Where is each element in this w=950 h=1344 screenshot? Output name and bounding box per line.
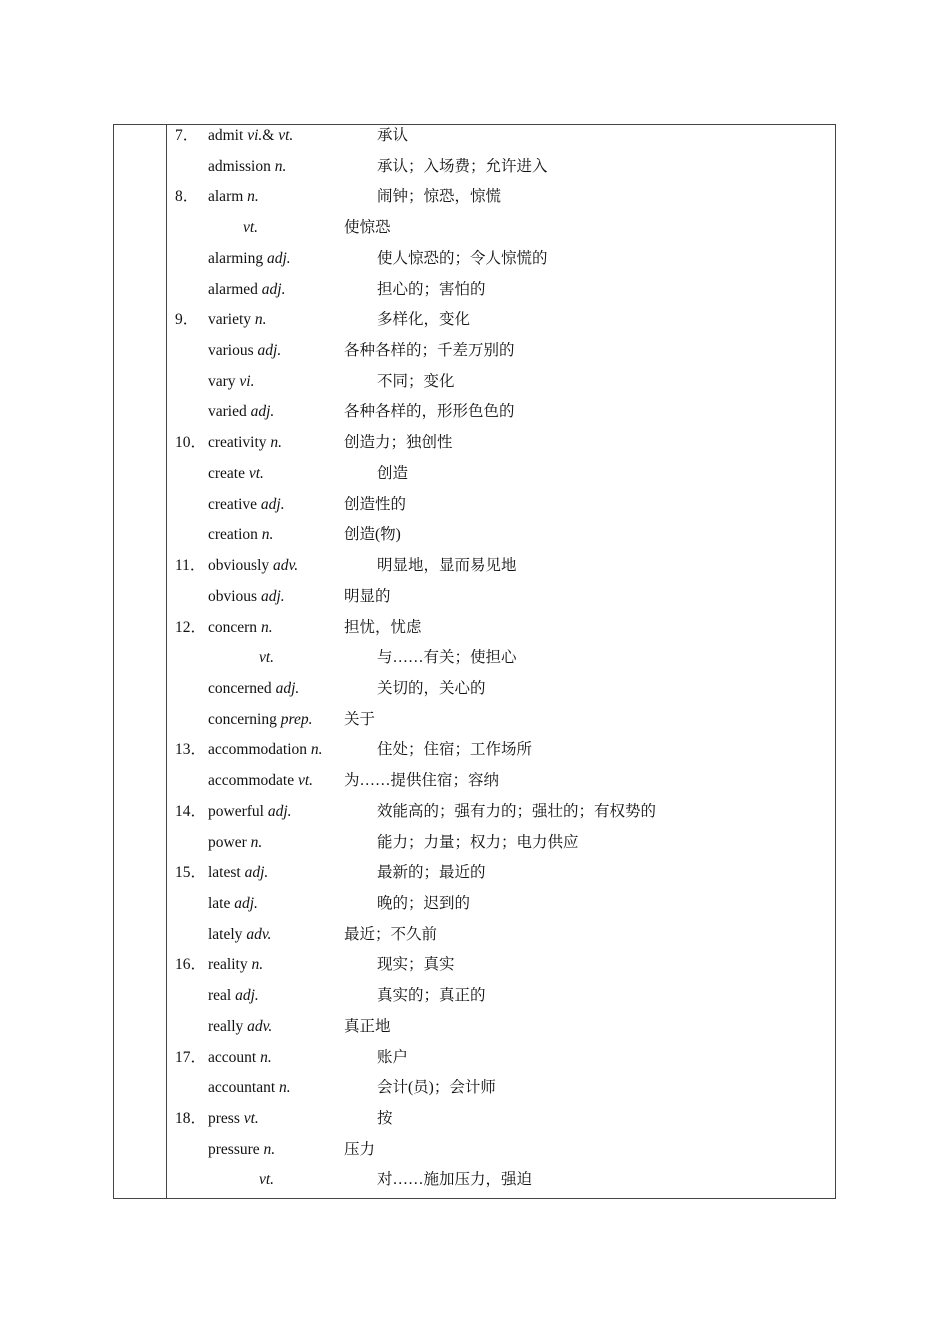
- entry-word: [208, 801, 292, 823]
- word-text: power: [208, 833, 251, 851]
- entry-word: [208, 586, 285, 608]
- word-text: accountant: [208, 1079, 280, 1097]
- word-text: variety: [208, 311, 255, 329]
- entry-number: 13．: [175, 741, 207, 759]
- entry-word: [208, 924, 271, 946]
- part-of-speech: n.: [263, 1140, 276, 1158]
- word-text: creative: [208, 495, 261, 513]
- entry-meaning: 按: [377, 1110, 393, 1128]
- list-item: [114, 1047, 835, 1078]
- list-item: [114, 709, 835, 740]
- part-of-speech-secondary: vt.: [278, 127, 294, 144]
- part-of-speech: prep.: [280, 710, 313, 728]
- entry-word: [208, 1016, 272, 1038]
- word-text: creation: [208, 526, 262, 544]
- list-item: [114, 524, 835, 555]
- entry-number: 9．: [175, 311, 199, 329]
- word-text: vary: [208, 372, 240, 390]
- word-text: really: [208, 1017, 248, 1035]
- list-item: [114, 371, 835, 402]
- word-text: create: [208, 464, 249, 482]
- word-text: lately: [208, 925, 247, 943]
- word-text: press: [208, 1110, 244, 1128]
- entry-meaning: 账户: [377, 1048, 409, 1066]
- word-text: late: [208, 895, 235, 912]
- word-text: accommodate: [208, 772, 298, 790]
- list-item: [114, 1139, 835, 1170]
- word-text: obvious: [208, 587, 261, 605]
- part-of-speech: adv.: [247, 1017, 273, 1035]
- list-item: [114, 647, 835, 678]
- word-text: alarm: [208, 188, 248, 206]
- list-item: [114, 1077, 835, 1108]
- list-item: [114, 801, 835, 832]
- entry-word: [208, 156, 286, 178]
- list-item: [114, 924, 835, 955]
- entry-meaning: 最新的；最近的: [377, 864, 486, 882]
- vocab-list: [114, 125, 835, 1198]
- entry-number: 18．: [175, 1110, 207, 1128]
- word-text: concern: [208, 618, 261, 636]
- word-text: obviously: [208, 557, 274, 575]
- entry-word: [208, 1047, 272, 1069]
- entry-word: [259, 1169, 274, 1191]
- part-of-speech: n.: [279, 1079, 291, 1097]
- entry-word: [259, 647, 274, 669]
- list-item: [114, 617, 835, 648]
- entry-meaning: 晚的；迟到的: [377, 895, 471, 912]
- list-item: [114, 217, 835, 248]
- word-text: creativity: [208, 434, 271, 452]
- list-item: [114, 678, 835, 709]
- entry-meaning: 使惊恐: [344, 219, 391, 237]
- list-item: [114, 432, 835, 463]
- entry-number: 14．: [175, 802, 207, 820]
- list-item: [114, 1169, 835, 1200]
- part-of-speech: vt.: [259, 1171, 275, 1189]
- entry-word: [208, 340, 281, 362]
- entry-number: 16．: [175, 956, 207, 974]
- entry-meaning: 为……提供住宿；容纳: [344, 772, 500, 790]
- entry-meaning: 各种各样的；千差万别的: [344, 342, 515, 360]
- entry-meaning: 现实；真实: [377, 956, 455, 974]
- entry-word: [208, 494, 285, 516]
- list-item: [114, 770, 835, 801]
- part-of-speech: n.: [250, 833, 263, 851]
- part-of-speech: vt.: [259, 649, 275, 667]
- list-item: [114, 248, 835, 279]
- part-of-speech: n.: [310, 741, 323, 759]
- part-of-speech: vt.: [297, 772, 314, 790]
- list-item: [114, 985, 835, 1016]
- entry-number: 7．: [175, 127, 199, 144]
- list-item: [114, 156, 835, 187]
- entry-meaning: 担心的；害怕的: [377, 280, 486, 298]
- word-text: varied: [208, 403, 251, 421]
- part-of-speech: adv.: [246, 925, 272, 943]
- entry-meaning: 效能高的；强有力的；强壮的；有权势的: [377, 802, 657, 820]
- word-text: various: [208, 342, 258, 360]
- entry-word: [208, 832, 262, 854]
- part-of-speech: adj.: [257, 342, 282, 360]
- entry-meaning: 明显地，显而易见地: [377, 557, 517, 575]
- part-of-speech: adj.: [235, 987, 259, 1005]
- part-of-speech: n.: [247, 188, 259, 206]
- entry-number: 11．: [175, 557, 206, 575]
- word-text: latest: [208, 864, 245, 882]
- list-item: [114, 463, 835, 494]
- entry-meaning: 会计(员)；会计师: [377, 1079, 496, 1097]
- part-of-speech: adj.: [244, 864, 269, 882]
- word-text: admit: [208, 127, 248, 144]
- entry-meaning: 明显的: [344, 587, 391, 605]
- entry-meaning: 使人惊恐的；令人惊慌的: [377, 249, 548, 267]
- part-of-speech: adj.: [267, 802, 292, 820]
- list-item: [114, 340, 835, 371]
- entry-meaning: 能力；力量；权力；电力供应: [377, 833, 579, 851]
- list-item: [114, 1016, 835, 1047]
- entry-word: [208, 739, 323, 761]
- list-item: [114, 862, 835, 893]
- entry-word: [208, 770, 313, 792]
- entry-meaning: 住处；住宿；工作场所: [377, 741, 533, 759]
- entry-word: [208, 463, 264, 485]
- entry-word: [208, 279, 285, 301]
- list-item: [114, 186, 835, 217]
- entry-meaning: 真正地: [344, 1017, 391, 1035]
- entry-meaning: 压力: [344, 1140, 376, 1158]
- word-text: concerned: [208, 679, 276, 697]
- vocabulary-table: [113, 124, 836, 1199]
- entry-word: [208, 954, 263, 976]
- list-item: [114, 893, 835, 924]
- list-item: [114, 555, 835, 586]
- part-of-speech: n.: [270, 434, 283, 452]
- part-of-speech: vt.: [243, 1110, 259, 1128]
- entry-word: [208, 125, 293, 147]
- part-of-speech: adj.: [234, 895, 258, 912]
- entry-meaning: 创造: [377, 464, 409, 482]
- part-of-speech: adj.: [261, 280, 286, 298]
- entry-word: [208, 309, 267, 331]
- entry-word: [208, 555, 298, 577]
- entry-word: [208, 248, 291, 270]
- word-text: alarmed: [208, 280, 262, 298]
- part-of-speech: adj.: [260, 495, 285, 513]
- list-item: [114, 309, 835, 340]
- list-item: [114, 954, 835, 985]
- entry-number: 12．: [175, 618, 207, 636]
- part-of-speech: vi.: [239, 372, 255, 390]
- part-of-speech: vi.: [247, 127, 263, 144]
- word-text: real: [208, 987, 236, 1005]
- list-item: [114, 586, 835, 617]
- part-of-speech: n.: [274, 157, 287, 175]
- word-text: alarming: [208, 249, 267, 267]
- part-of-speech: adj.: [266, 249, 291, 267]
- part-of-speech: adj.: [275, 679, 300, 697]
- entry-meaning: 对……施加压力，强迫: [377, 1171, 533, 1189]
- list-item: [114, 832, 835, 863]
- part-of-speech: adv.: [273, 557, 299, 575]
- entry-meaning: 不同；变化: [377, 372, 455, 390]
- part-of-speech: n.: [260, 1048, 272, 1066]
- part-of-speech: adj.: [260, 587, 285, 605]
- entry-number: 15．: [175, 864, 207, 882]
- entry-word: [208, 401, 274, 423]
- entry-word: [208, 524, 273, 546]
- entry-meaning: 承认；入场费；允许进入: [377, 157, 548, 175]
- entry-meaning: 真实的；真正的: [377, 987, 486, 1005]
- part-of-speech: n.: [254, 311, 267, 329]
- list-item: [114, 401, 835, 432]
- word-text: concerning: [208, 710, 281, 728]
- entry-meaning: 创造(物): [344, 526, 401, 544]
- entry-meaning: 承认: [377, 127, 409, 144]
- entry-number: 17．: [175, 1048, 207, 1066]
- entry-meaning: 担忧，忧虑: [344, 618, 422, 636]
- list-item: [114, 739, 835, 770]
- entry-word: [208, 617, 273, 639]
- part-of-speech: n.: [251, 956, 264, 974]
- pos-joiner: &: [262, 127, 279, 144]
- entry-word: [208, 1139, 275, 1161]
- entry-word: [208, 186, 259, 208]
- list-item: [114, 279, 835, 310]
- entry-meaning: 创造性的: [344, 495, 407, 513]
- entry-word: [208, 678, 299, 700]
- part-of-speech: vt.: [248, 464, 264, 482]
- word-text: admission: [208, 157, 275, 175]
- entry-meaning: 最近；不久前: [344, 925, 438, 943]
- entry-meaning: 各种各样的，形形色色的: [344, 403, 515, 421]
- entry-word: [243, 217, 258, 239]
- entry-meaning: 与……有关；使担心: [377, 649, 517, 667]
- list-item: [114, 125, 835, 156]
- part-of-speech: n.: [261, 526, 274, 544]
- entry-word: [208, 432, 282, 454]
- entry-meaning: 闹钟；惊恐，惊慌: [377, 188, 502, 206]
- entry-meaning: 关于: [344, 710, 376, 728]
- entry-meaning: 关切的，关心的: [377, 679, 486, 697]
- word-text: pressure: [208, 1140, 264, 1158]
- word-text: powerful: [208, 802, 268, 820]
- entry-meaning: 多样化，变化: [377, 311, 471, 329]
- word-text: reality: [208, 956, 252, 974]
- part-of-speech: vt.: [243, 219, 259, 237]
- entry-word: [208, 985, 259, 1007]
- list-item: [114, 1108, 835, 1139]
- entry-word: [208, 709, 312, 731]
- entry-number: 8．: [175, 188, 199, 206]
- entry-meaning: 创造力；独创性: [344, 434, 453, 452]
- word-text: accommodation: [208, 741, 311, 759]
- entry-number: 10．: [175, 434, 207, 452]
- entry-word: [208, 371, 254, 393]
- list-item: [114, 494, 835, 525]
- entry-word: [208, 1108, 259, 1130]
- word-text: account: [208, 1048, 261, 1066]
- part-of-speech: adj.: [250, 403, 275, 421]
- entry-word: [208, 1077, 291, 1099]
- entry-word: [208, 893, 258, 915]
- part-of-speech: n.: [260, 618, 273, 636]
- entry-word: [208, 862, 268, 884]
